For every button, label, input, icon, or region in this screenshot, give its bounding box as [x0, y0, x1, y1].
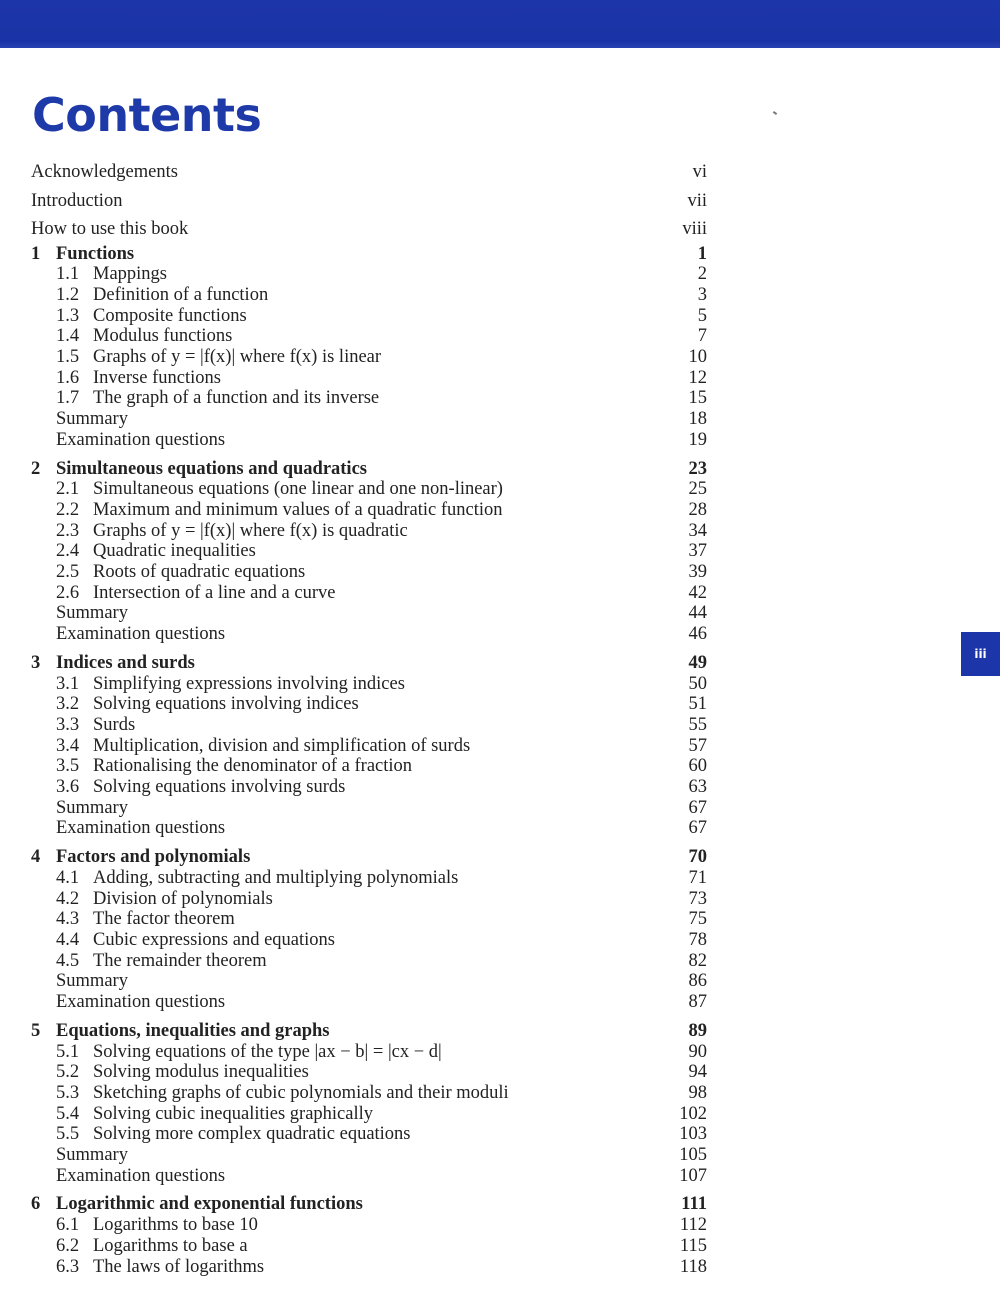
section-title-group — [56, 541, 256, 562]
chapter-title: Logarithmic and exponential functions — [56, 1194, 363, 1215]
chapter-number: 5 — [31, 1020, 41, 1041]
chapter-block — [31, 847, 707, 1013]
chapter-heading[interactable] — [31, 244, 707, 265]
section-page: 19 — [688, 429, 707, 450]
section-entry[interactable] — [31, 583, 707, 604]
section-entry[interactable] — [31, 756, 707, 777]
section-entry[interactable] — [31, 326, 707, 347]
section-entry[interactable] — [31, 736, 707, 757]
section-title: Simultaneous equations (one linear and one non-linear) — [93, 479, 503, 500]
chapter-page: 70 — [688, 847, 707, 868]
section-title-group — [56, 715, 135, 736]
section-number: 5.3 — [56, 1082, 80, 1103]
exam-questions-entry[interactable] — [31, 430, 707, 451]
section-title: Examination questions — [56, 992, 226, 1013]
chapter-number: 3 — [31, 652, 41, 673]
chapter-block — [31, 653, 707, 839]
page-number-tab — [961, 632, 1000, 676]
section-page: 107 — [679, 1165, 707, 1186]
chapter-title-group — [31, 847, 250, 868]
section-title: Rationalising the denominator of a fraction — [93, 756, 413, 777]
section-title: Modulus functions — [93, 326, 233, 347]
section-number: 2.4 — [56, 541, 80, 562]
chapter-page: 23 — [688, 458, 707, 479]
chapter-page: 1 — [697, 243, 707, 264]
section-title-group — [56, 583, 335, 604]
section-page: 18 — [688, 409, 707, 430]
chapter-title-group — [31, 1021, 329, 1042]
exam-questions-entry[interactable] — [31, 818, 707, 839]
section-entry[interactable] — [31, 541, 707, 562]
section-title: Inverse functions — [93, 367, 221, 388]
section-title-group — [56, 430, 225, 451]
section-title-group — [56, 971, 128, 992]
section-title-group — [56, 1104, 373, 1125]
section-title-group — [56, 1042, 442, 1063]
section-entry[interactable] — [31, 1215, 707, 1236]
section-number: 1.2 — [56, 284, 80, 305]
section-entry[interactable] — [31, 930, 707, 951]
section-number: 1.4 — [56, 326, 80, 347]
section-title: Solving more complex quadratic equations — [93, 1124, 411, 1145]
chapter-title-group — [31, 653, 195, 674]
section-title: Mappings — [93, 264, 167, 285]
section-title-group — [56, 624, 225, 645]
section-title: Examination questions — [56, 1165, 226, 1186]
section-page: 82 — [688, 950, 707, 971]
section-entry[interactable] — [31, 347, 707, 368]
section-entry[interactable] — [31, 388, 707, 409]
section-page: 39 — [688, 562, 707, 583]
section-title: Summary — [56, 971, 128, 992]
exam-questions-entry[interactable] — [31, 1166, 707, 1187]
section-page: 98 — [688, 1082, 707, 1103]
exam-questions-entry[interactable] — [31, 992, 707, 1013]
section-title-group — [56, 1124, 411, 1145]
section-title: Examination questions — [56, 624, 226, 645]
section-page: 3 — [697, 284, 707, 305]
section-entry[interactable] — [31, 1042, 707, 1063]
section-title: Composite functions — [93, 305, 247, 326]
section-page: 44 — [688, 603, 707, 624]
chapter-page: 89 — [688, 1020, 707, 1041]
section-title-group — [56, 285, 268, 306]
section-page: 94 — [688, 1062, 707, 1083]
entry-title: How to use this book — [31, 219, 189, 239]
section-number: 2.6 — [56, 582, 80, 603]
section-title-group — [56, 368, 221, 389]
section-title: Logarithms to base 10 — [93, 1215, 258, 1236]
section-title: Multiplication, division and simplification of surds — [93, 735, 471, 756]
entry-title: Acknowledgements — [31, 162, 178, 182]
section-entry[interactable] — [31, 562, 707, 583]
section-title-group — [56, 409, 128, 430]
section-page: 112 — [679, 1215, 707, 1236]
chapter-block — [31, 459, 707, 645]
section-entry[interactable] — [31, 479, 707, 500]
section-entry[interactable] — [31, 951, 707, 972]
section-title-group — [56, 1236, 248, 1257]
summary-entry[interactable] — [31, 1145, 707, 1166]
section-number: 1.5 — [56, 347, 80, 368]
chapter-title: Simultaneous equations and quadratics — [56, 458, 367, 479]
chapter-title-group — [31, 244, 134, 265]
section-title-group — [56, 500, 502, 521]
section-page: 86 — [688, 971, 707, 992]
section-title: Examination questions — [56, 429, 226, 450]
section-title-group — [56, 736, 470, 757]
section-entry[interactable] — [31, 1257, 707, 1278]
section-page: 57 — [688, 735, 707, 756]
section-page: 115 — [679, 1235, 707, 1256]
section-title-group — [56, 777, 345, 798]
section-entry[interactable] — [31, 715, 707, 736]
print-speck — [773, 111, 777, 115]
section-title-group — [56, 889, 273, 910]
section-page: 103 — [679, 1124, 707, 1145]
section-number: 2.3 — [56, 520, 80, 541]
section-title-group — [56, 306, 247, 327]
section-page: 25 — [688, 479, 707, 500]
section-number: 2.2 — [56, 499, 80, 520]
section-title: Solving cubic inequalities graphically — [93, 1103, 374, 1124]
section-title: Adding, subtracting and multiplying polynomials — [93, 867, 459, 888]
section-title: Logarithms to base a — [93, 1235, 248, 1256]
chapter-number: 4 — [31, 847, 41, 868]
section-entry[interactable] — [31, 264, 707, 285]
section-number: 1.3 — [56, 305, 80, 326]
section-number: 4.5 — [56, 950, 80, 971]
section-number: 6.1 — [56, 1215, 80, 1236]
section-page: 73 — [688, 888, 707, 909]
section-title: Cubic expressions and equations — [93, 930, 335, 950]
entry-page: vii — [687, 190, 707, 211]
section-title: Simplifying expressions involving indices — [93, 673, 405, 694]
page-number-label: iii — [974, 647, 987, 661]
toc-entry-introduction[interactable] — [31, 187, 707, 216]
section-entry[interactable] — [31, 1124, 707, 1145]
section-title: Surds — [93, 714, 136, 735]
chapter-block — [31, 244, 707, 451]
chapter-heading[interactable] — [31, 653, 707, 674]
section-title-group — [56, 264, 167, 285]
section-entry[interactable] — [31, 1083, 707, 1104]
section-entry[interactable] — [31, 306, 707, 327]
section-entry[interactable] — [31, 1236, 707, 1257]
chapter-heading[interactable] — [31, 459, 707, 480]
section-title-group — [56, 1166, 225, 1187]
section-page: 71 — [688, 867, 707, 888]
chapter-number: 1 — [31, 243, 41, 264]
section-number: 1.6 — [56, 367, 80, 388]
section-entry[interactable] — [31, 500, 707, 521]
section-title-group — [56, 603, 128, 624]
chapter-page: 49 — [688, 652, 707, 673]
section-title: Summary — [56, 797, 128, 818]
section-page: 63 — [688, 777, 707, 798]
section-entry[interactable] — [31, 368, 707, 389]
section-number: 5.4 — [56, 1103, 80, 1124]
section-page: 67 — [688, 818, 707, 839]
section-number: 4.1 — [56, 867, 80, 888]
section-title: Summary — [56, 603, 128, 624]
summary-entry[interactable] — [31, 603, 707, 624]
section-title-group — [56, 479, 503, 500]
section-title: Division of polynomials — [93, 888, 273, 909]
summary-entry[interactable] — [31, 798, 707, 819]
section-title-group — [56, 694, 359, 715]
section-page: 12 — [688, 367, 707, 388]
section-entry[interactable] — [31, 694, 707, 715]
section-number: 1.1 — [56, 264, 80, 285]
table-of-contents — [31, 158, 707, 1277]
summary-entry[interactable] — [31, 971, 707, 992]
section-title: The factor theorem — [93, 909, 235, 930]
section-number: 5.2 — [56, 1062, 80, 1083]
section-page: 5 — [697, 305, 707, 326]
section-page: 46 — [688, 624, 707, 645]
section-page: 7 — [697, 326, 707, 347]
summary-entry[interactable] — [31, 409, 707, 430]
section-title-group — [56, 388, 379, 409]
section-title-group — [56, 1145, 128, 1166]
entry-title: Introduction — [31, 190, 123, 211]
section-title: Sketching graphs of cubic polynomials and their moduli — [93, 1082, 509, 1103]
chapter-title: Indices and surds — [56, 652, 195, 673]
section-title-group — [56, 951, 267, 972]
section-number: 6.2 — [56, 1235, 80, 1256]
section-title: Intersection of a line and a curve — [93, 582, 336, 603]
section-title: Summary — [56, 409, 128, 430]
section-entry[interactable] — [31, 909, 707, 930]
section-entry[interactable] — [31, 777, 707, 798]
section-page: 10 — [688, 347, 707, 368]
section-page: 51 — [688, 694, 707, 715]
section-title: Solving modulus inequalities — [93, 1062, 309, 1083]
section-title: The graph of a function and its inverse — [93, 388, 380, 409]
chapter-heading[interactable] — [31, 847, 707, 868]
chapter-heading[interactable] — [31, 1194, 707, 1215]
chapter-title: Functions — [56, 243, 135, 264]
chapter-heading[interactable] — [31, 1021, 707, 1042]
section-entry[interactable] — [31, 1062, 707, 1083]
chapter-block — [31, 1021, 707, 1187]
toc-entry-how-to-use[interactable] — [31, 215, 707, 244]
section-page: 105 — [679, 1145, 707, 1166]
section-entry[interactable] — [31, 285, 707, 306]
section-page: 55 — [688, 714, 707, 735]
section-number: 5.5 — [56, 1124, 80, 1145]
section-number: 3.3 — [56, 714, 80, 735]
section-page: 90 — [688, 1041, 707, 1062]
section-entry[interactable] — [31, 521, 707, 542]
section-title: Examination questions — [56, 818, 226, 839]
section-title: Solving equations involving indices — [93, 694, 359, 715]
entry-page: viii — [682, 219, 707, 239]
chapter-title: Equations, inequalities and graphs — [56, 1020, 330, 1041]
section-title: Solving equations involving surds — [93, 777, 346, 798]
entry-page: vi — [692, 162, 707, 182]
section-number: 5.1 — [56, 1041, 80, 1062]
section-number: 4.3 — [56, 909, 80, 930]
section-entry[interactable] — [31, 868, 707, 889]
section-entry[interactable] — [31, 889, 707, 910]
section-title-group — [56, 562, 305, 583]
exam-questions-entry[interactable] — [31, 624, 707, 645]
section-page: 50 — [688, 673, 707, 694]
section-page: 2 — [697, 264, 707, 285]
section-number: 3.6 — [56, 777, 80, 798]
section-page: 34 — [688, 520, 707, 541]
section-page: 15 — [688, 388, 707, 409]
section-page: 67 — [688, 797, 707, 818]
section-number: 3.5 — [56, 756, 80, 777]
section-number: 1.7 — [56, 388, 80, 409]
section-page: 42 — [688, 582, 707, 603]
chapter-title-group — [31, 459, 367, 480]
section-title-group — [56, 818, 225, 839]
front-matter-list — [31, 158, 707, 244]
section-title-group — [56, 756, 412, 777]
section-number: 3.2 — [56, 694, 80, 715]
section-title-group — [56, 992, 225, 1013]
chapter-list — [31, 244, 707, 1278]
section-title-group — [56, 521, 408, 542]
section-title-group — [56, 868, 458, 889]
section-number: 3.1 — [56, 673, 80, 694]
section-title: Definition of a function — [93, 284, 269, 305]
chapter-block — [31, 1194, 707, 1277]
chapter-title-group — [31, 1194, 363, 1215]
section-page: 37 — [688, 541, 707, 562]
section-title-group — [56, 326, 232, 347]
chapter-number: 2 — [31, 458, 41, 479]
section-page: 28 — [688, 499, 707, 520]
section-title: Solving equations of the type |ax − b| = |cx − d| — [93, 1041, 442, 1062]
section-title-group — [56, 1083, 509, 1104]
section-title: The laws of logarithms — [93, 1256, 265, 1277]
section-title-group — [56, 347, 381, 368]
section-title: Roots of quadratic equations — [93, 562, 306, 583]
section-title: Graphs of y = |f(x)| where f(x) is quadratic — [93, 520, 408, 541]
chapter-page: 111 — [681, 1194, 707, 1215]
section-title-group — [56, 674, 405, 695]
section-title-group — [56, 798, 128, 819]
chapter-title: Factors and polynomials — [56, 847, 251, 868]
section-number: 3.4 — [56, 735, 80, 756]
section-page: 60 — [688, 756, 707, 777]
section-entry[interactable] — [31, 1104, 707, 1125]
section-number: 2.5 — [56, 562, 80, 583]
chapter-number: 6 — [31, 1194, 41, 1215]
toc-entry-acknowledgements[interactable] — [31, 158, 707, 187]
header-band — [0, 0, 1000, 48]
section-number: 2.1 — [56, 479, 80, 500]
section-page: 87 — [688, 992, 707, 1013]
section-title: The remainder theorem — [93, 950, 267, 971]
section-page: 102 — [679, 1103, 707, 1124]
page-title: Contents — [32, 88, 262, 142]
section-title-group — [56, 930, 335, 951]
section-title: Quadratic inequalities — [93, 541, 256, 562]
section-number: 4.2 — [56, 888, 80, 909]
section-title: Maximum and minimum values of a quadratic function — [93, 499, 503, 520]
section-title: Graphs of y = |f(x)| where f(x) is linear — [93, 347, 382, 368]
section-number: 6.3 — [56, 1256, 80, 1277]
section-title-group — [56, 1215, 258, 1236]
section-title-group — [56, 1062, 309, 1083]
section-title-group — [56, 909, 235, 930]
section-title-group — [56, 1257, 264, 1278]
section-page: 118 — [679, 1256, 707, 1277]
section-entry[interactable] — [31, 674, 707, 695]
section-page: 78 — [688, 930, 707, 950]
section-number: 4.4 — [56, 930, 80, 950]
section-title: Summary — [56, 1145, 128, 1166]
section-page: 75 — [688, 909, 707, 930]
